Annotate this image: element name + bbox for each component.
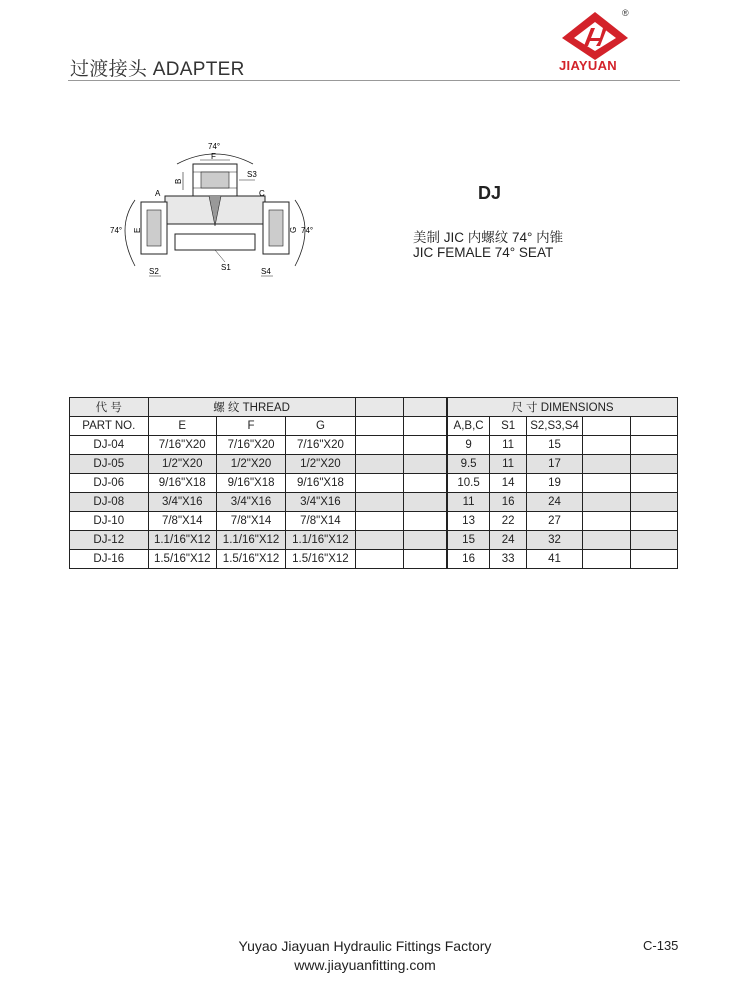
table-cell: 7/8"X14	[216, 512, 285, 531]
col-header: S2,S3,S4	[526, 417, 582, 436]
table-cell: 41	[526, 550, 582, 569]
table-cell	[403, 493, 447, 512]
spec-table	[69, 397, 678, 569]
table-cell: 9	[447, 436, 490, 455]
table-cell	[583, 436, 631, 455]
table-cell: 27	[526, 512, 582, 531]
s3-label: S3	[247, 170, 257, 179]
table-cell	[355, 474, 403, 493]
table-cell: 7/8"X14	[148, 512, 216, 531]
table-cell	[631, 474, 678, 493]
table-cell: DJ-05	[70, 455, 149, 474]
tee-fitting-diagram	[105, 138, 325, 283]
table-cell: 15	[526, 436, 582, 455]
header-thread: 螺 纹 THREAD	[148, 398, 355, 417]
top-thread	[201, 172, 229, 188]
table-cell: DJ-10	[70, 512, 149, 531]
table-cell: 14	[490, 474, 527, 493]
b-label: B	[174, 178, 183, 184]
f-label: F	[211, 152, 216, 161]
table-cell: 24	[490, 531, 527, 550]
table-cell: 1.5/16"X12	[286, 550, 355, 569]
table-cell: 3/4"X16	[216, 493, 285, 512]
header-blank	[355, 398, 403, 417]
col-header: S1	[490, 417, 527, 436]
product-desc-cn: 美制 JIC 内螺纹 74° 内锥	[413, 230, 564, 245]
table-cell	[631, 512, 678, 531]
col-header: G	[286, 417, 355, 436]
g-label: G	[289, 226, 298, 233]
header-divider	[68, 80, 680, 81]
col-header	[355, 417, 403, 436]
table-cell: 1.1/16"X12	[286, 531, 355, 550]
group-header-row	[70, 398, 678, 417]
table-row	[70, 493, 678, 512]
table-cell	[403, 455, 447, 474]
table-cell: 11	[490, 436, 527, 455]
header-dimensions: 尺 寸 DIMENSIONS	[447, 398, 678, 417]
table-row	[70, 550, 678, 569]
col-header: E	[148, 417, 216, 436]
product-desc-en: JIC FEMALE 74° SEAT	[413, 245, 554, 260]
table-cell: 16	[447, 550, 490, 569]
table-cell	[403, 474, 447, 493]
s1-label: S1	[221, 263, 231, 272]
table-cell: 22	[490, 512, 527, 531]
table-cell	[355, 550, 403, 569]
table-cell: 7/16"X20	[148, 436, 216, 455]
e-label: E	[133, 227, 142, 233]
table-cell: 1.1/16"X12	[148, 531, 216, 550]
table-cell: 9.5	[447, 455, 490, 474]
table-cell: 11	[490, 455, 527, 474]
table-cell: 33	[490, 550, 527, 569]
table-cell: 1/2"X20	[286, 455, 355, 474]
table-cell	[355, 455, 403, 474]
table-cell: 1/2"X20	[216, 455, 285, 474]
right-angle-label: 74°	[301, 226, 314, 235]
footer-url: www.jiayuanfitting.com	[294, 957, 436, 973]
table-cell	[631, 493, 678, 512]
table-cell	[631, 531, 678, 550]
table-cell	[403, 531, 447, 550]
table-cell: 1.1/16"X12	[216, 531, 285, 550]
footer-company: Yuyao Jiayuan Hydraulic Fittings Factory	[238, 938, 492, 954]
col-header	[631, 417, 678, 436]
header-blank	[403, 398, 447, 417]
table-cell: 11	[447, 493, 490, 512]
table-cell: 15	[447, 531, 490, 550]
table-cell: 1.5/16"X12	[216, 550, 285, 569]
table-row	[70, 531, 678, 550]
spec-table-body	[70, 436, 678, 569]
product-code: DJ	[478, 183, 502, 203]
table-cell: 9/16"X18	[148, 474, 216, 493]
table-cell: 7/16"X20	[216, 436, 285, 455]
table-cell	[355, 531, 403, 550]
table-cell: 1.5/16"X12	[148, 550, 216, 569]
table-cell: DJ-06	[70, 474, 149, 493]
page-title: 过渡接头 ADAPTER	[70, 59, 245, 80]
col-header: PART NO.	[70, 417, 149, 436]
table-cell	[403, 550, 447, 569]
table-cell: 7/8"X14	[286, 512, 355, 531]
table-row	[70, 436, 678, 455]
table-cell: DJ-04	[70, 436, 149, 455]
table-cell: 3/4"X16	[286, 493, 355, 512]
c-label: C	[259, 189, 265, 198]
table-cell	[403, 436, 447, 455]
col-header: F	[216, 417, 285, 436]
table-cell: 16	[490, 493, 527, 512]
col-header	[583, 417, 631, 436]
table-cell	[355, 493, 403, 512]
table-cell: 17	[526, 455, 582, 474]
table-cell: DJ-16	[70, 550, 149, 569]
table-cell: 9/16"X18	[216, 474, 285, 493]
table-cell	[583, 474, 631, 493]
registered-mark: ®	[622, 8, 629, 18]
table-cell: 24	[526, 493, 582, 512]
col-header: A,B,C	[447, 417, 490, 436]
table-cell: 19	[526, 474, 582, 493]
s4-label: S4	[261, 267, 271, 276]
table-row	[70, 512, 678, 531]
table-cell	[583, 512, 631, 531]
table-cell	[583, 531, 631, 550]
logo-text: JIAYUAN	[559, 58, 617, 73]
bottom-hex	[175, 234, 255, 250]
table-cell: 3/4"X16	[148, 493, 216, 512]
header-code-cn: 代 号	[70, 398, 149, 417]
table-cell: DJ-08	[70, 493, 149, 512]
col-header	[403, 417, 447, 436]
column-header-row	[70, 417, 678, 436]
s2-label: S2	[149, 267, 159, 276]
table-cell: 32	[526, 531, 582, 550]
top-angle-label: 74°	[208, 142, 221, 151]
a-label: A	[155, 189, 161, 198]
table-cell: 13	[447, 512, 490, 531]
table-cell: DJ-12	[70, 531, 149, 550]
table-cell	[631, 436, 678, 455]
table-cell	[583, 455, 631, 474]
table-cell	[583, 550, 631, 569]
table-cell	[355, 512, 403, 531]
left-angle-label: 74°	[110, 226, 123, 235]
table-cell: 10.5	[447, 474, 490, 493]
table-cell: 7/16"X20	[286, 436, 355, 455]
table-cell: 9/16"X18	[286, 474, 355, 493]
table-cell: 1/2"X20	[148, 455, 216, 474]
table-cell	[631, 550, 678, 569]
table-cell	[631, 455, 678, 474]
page-number: C-135	[643, 938, 679, 953]
table-row	[70, 474, 678, 493]
table-cell	[403, 512, 447, 531]
table-cell	[355, 436, 403, 455]
table-row	[70, 455, 678, 474]
table-cell	[583, 493, 631, 512]
